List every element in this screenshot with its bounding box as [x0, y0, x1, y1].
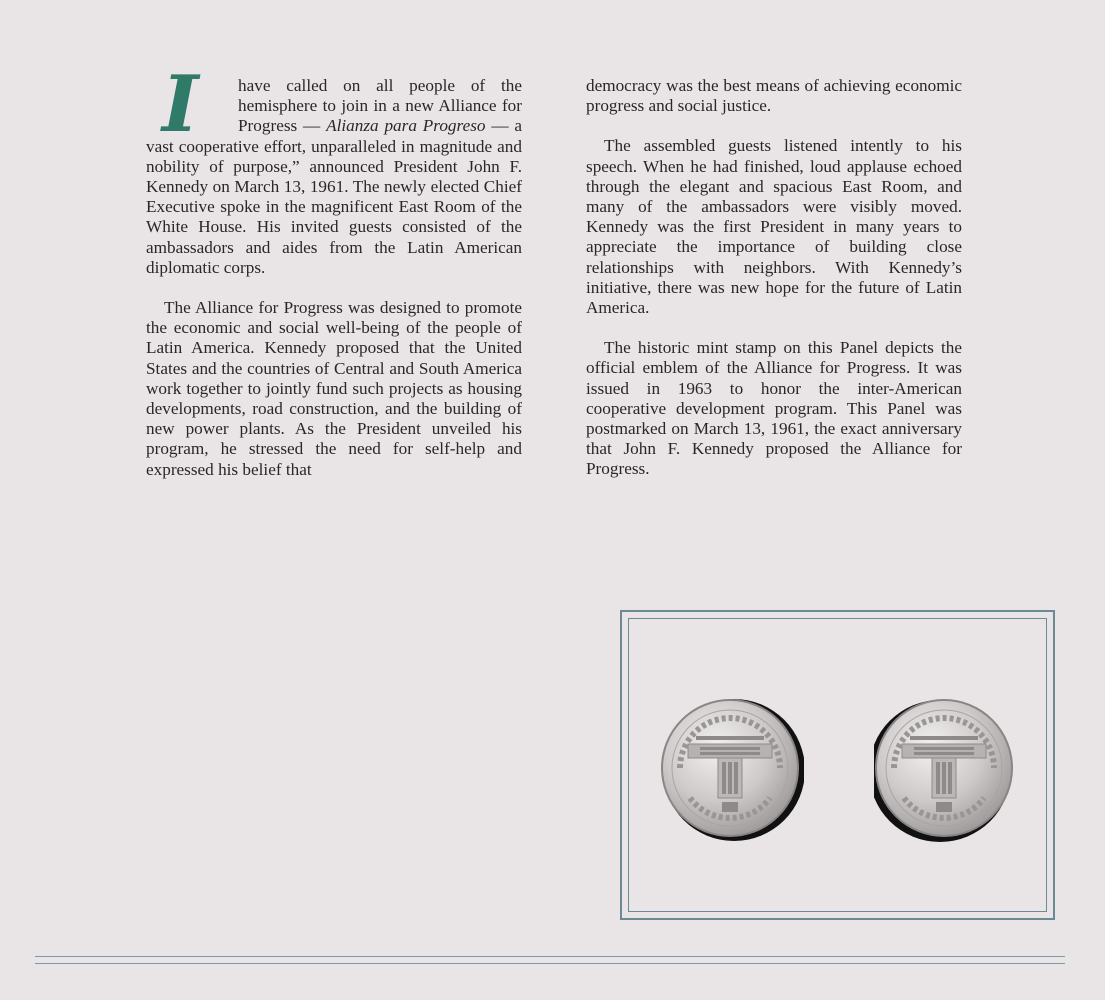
paragraph-intro [146, 59, 522, 278]
half-dollar-coin-icon [874, 698, 1018, 842]
paragraph-guests: The assembled guests listened intently to his speech. When he had finished, loud applause echoed through the elegant and spacious East Room, and many of the ambassadors were visibly moved. Kennedy was the first President in many years to appreciate the importance of building close relationships with neighbors. With Kennedy’s initiative, there was new hope for the future of Latin America. [586, 136, 962, 318]
intro-text-italic: Alianza para Progreso [326, 116, 486, 136]
intro-text-start: have called on all people of the hemisphere to join in a new Alliance for Progress — [238, 76, 522, 136]
bottom-rule-upper [35, 956, 1065, 957]
right-text-column [586, 76, 962, 500]
left-text-column [146, 59, 522, 500]
paragraph-alliance: The Alliance for Progress was designed to promote the economic and social well-being of the people of Latin America. Kennedy proposed that the United States and the countries of Central and South America work together to jointly fund such projects as housing developments, road construction, and the building of new power plants. As the President unveiled his program, he stressed the need for self-help and expressed his belief that [146, 298, 522, 479]
intro-text-end: — a vast cooperative effort, unparalleled in magnitude and nobility of purpose,” announced President John F. Kennedy on March 13, 1961. The newly elected Chief Executive spoke in the magnificent East Room of the White House. His invited guests consisted of the ambassadors and aides from the Latin American diplomatic corps. [146, 116, 522, 277]
coin-display-frame [620, 610, 1055, 920]
half-dollar-coin-icon [660, 698, 804, 842]
paragraph-mint-stamp: The historic mint stamp on this Panel depicts the official emblem of the Alliance for Progress. It was issued in 1963 to honor the inter-American cooperative development program. This Panel was postmarked on March 13, 1961, the exact anniversary that John F. Kennedy proposed the Alliance for Progress. [586, 338, 962, 479]
bottom-rule-lower [35, 963, 1065, 964]
paragraph-democracy: democracy was the best means of achieving economic progress and social justice. [586, 76, 962, 116]
drop-cap-letter: I [162, 59, 199, 150]
